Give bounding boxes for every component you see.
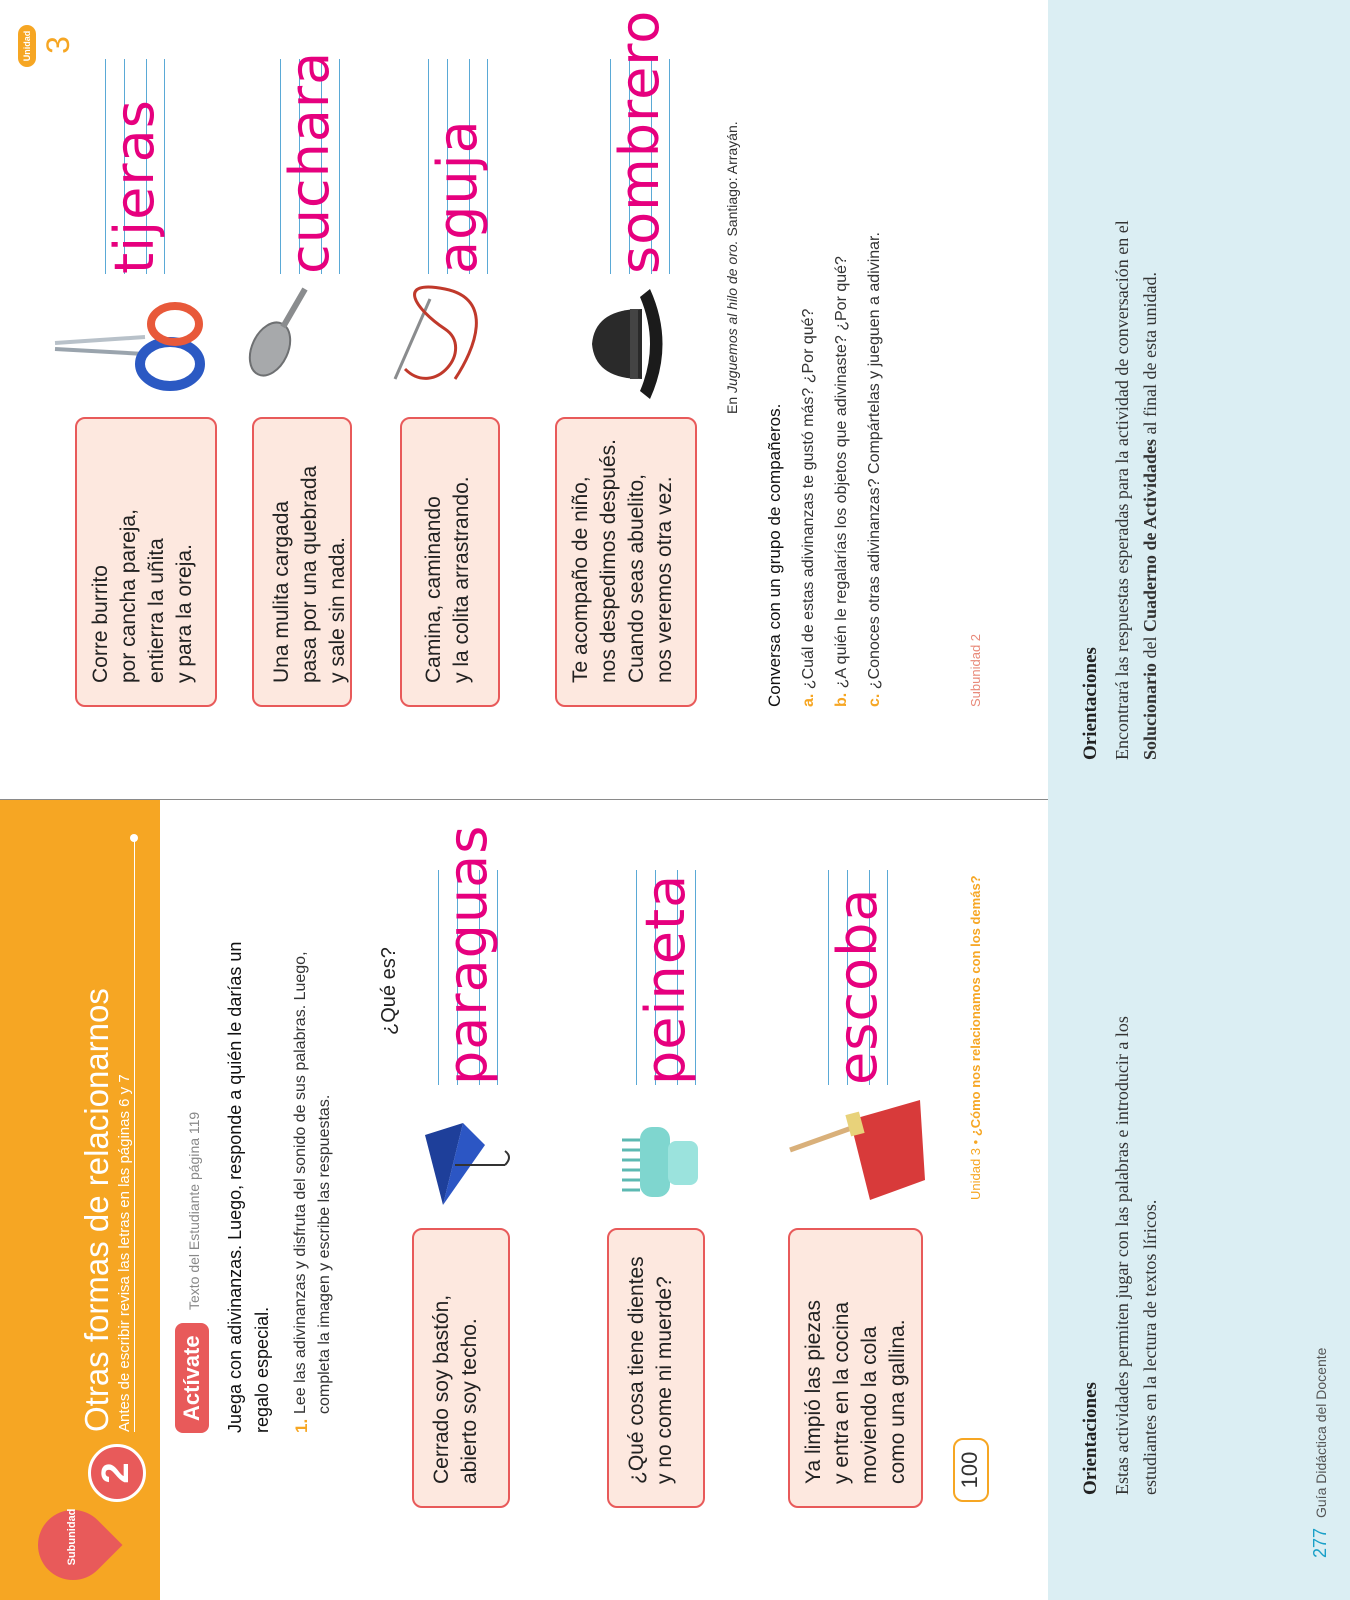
source-prefix: En <box>724 392 740 414</box>
source-citation <box>724 121 740 414</box>
source-title: Juguemos al hilo de oro. <box>724 240 740 393</box>
question-a-letter: a. <box>800 693 817 707</box>
answer-aguja: aguja <box>426 119 489 274</box>
answer-peineta: peineta <box>634 873 697 1085</box>
page-number-100: 100 <box>953 1438 989 1502</box>
question-c-letter: c. <box>866 693 883 707</box>
orient-left-line-1: Estas actividades permiten jugar con las palabras e introducir a los <box>1112 1016 1132 1495</box>
intro-line-1: Juega con adivinanzas. Luego, responde a quién le darías un <box>225 941 245 1433</box>
page-subtitle: Antes de escribir revisa las letras en las páginas 6 y 7 <box>116 1074 133 1432</box>
page-101 <box>0 0 1048 800</box>
question-c <box>866 232 884 707</box>
title-underline <box>134 837 135 1432</box>
footer-unit-name: Unidad 3 <box>968 1147 983 1200</box>
source-suffix: Santiago: Arrayán. <box>724 121 740 241</box>
question-b-text: ¿A quién le regalarías los objetos que adivinaste? ¿Por qué? <box>833 256 850 689</box>
instruction-line-1: Lee las adivinanzas y disfruta del sonido de sus palabras. Luego, <box>292 951 309 1414</box>
riddle-box-5 <box>252 417 352 707</box>
riddle-3-line-3: moviendo la cola <box>858 1326 881 1484</box>
riddle-5-line-1: Una mulita cargada <box>270 500 293 683</box>
footer-question: ¿Cómo nos relacionamos con los demás? <box>968 875 983 1137</box>
question-que-es: ¿Qué es? <box>378 947 400 1035</box>
question-b <box>833 256 851 707</box>
broom-icon <box>780 1080 930 1220</box>
riddle-4-line-2: por cancha pareja, <box>117 509 140 683</box>
riddle-7-line-4: nos veremos otra vez. <box>653 476 676 683</box>
riddle-5-line-2: pasa por una quebrada <box>298 465 321 683</box>
riddle-box-4 <box>75 417 217 707</box>
question-a-text: ¿Cuál de estas adivinanzas te gustó más? ¿Por qué? <box>800 308 817 690</box>
riddle-3-line-1: Ya limpió las piezas <box>802 1299 825 1484</box>
orient-right-end: al final de esta unidad. <box>1140 272 1160 439</box>
question-b-letter: b. <box>833 692 850 707</box>
orient-left-line-2: estudiantes en la lectura de textos líricos. <box>1140 1199 1160 1495</box>
riddle-4-line-3: entierra la uñita <box>145 538 168 683</box>
question-c-text: ¿Conoces otras adivinanzas? Compártelas y jueguen a adivinar. <box>866 232 883 690</box>
guide-label: Guía Didáctica del Docente <box>1313 1347 1329 1518</box>
riddle-5-line-3: y sale sin nada. <box>326 537 349 683</box>
riddle-7-line-3: Cuando seas abuelito, <box>625 474 648 683</box>
hat-icon <box>580 279 680 409</box>
activate-label: Actívate <box>175 1323 209 1433</box>
answer-escoba: escoba <box>826 887 889 1085</box>
footer-unit <box>968 875 983 1200</box>
riddle-box-1 <box>412 1228 510 1508</box>
page-100 <box>0 799 1048 1600</box>
question-a <box>800 309 818 707</box>
guide-page-number: 277 <box>1310 1527 1330 1558</box>
unit-number: 3 <box>40 36 76 54</box>
orient-right-del: del <box>1140 631 1160 663</box>
riddle-3-line-2: y entra en la cocina <box>830 1301 853 1484</box>
page-title: Otras formas de relacionarnos <box>78 988 115 1432</box>
intro-line-2: regalo especial. <box>252 1306 272 1433</box>
orient-right-line-1: Encontrará las respuestas esperadas para la actividad de conversación en el <box>1112 220 1132 760</box>
answer-cuchara: cuchara <box>278 50 341 274</box>
footer-subunit: Subunidad 2 <box>968 633 983 707</box>
riddle-6-line-2: y la colita arrastrando. <box>450 476 473 683</box>
riddle-4-line-1: Corre burrito <box>89 565 112 683</box>
riddle-3-line-4: como una gallina. <box>886 1319 909 1484</box>
subunit-tag-label: Subunidad <box>66 1508 78 1566</box>
riddle-6-line-1: Camina, caminando <box>422 496 445 683</box>
answer-sombrero: sombrero <box>608 9 671 274</box>
converse-intro: Conversa con un grupo de compañeros. <box>765 403 784 707</box>
comb-icon <box>610 1110 720 1215</box>
instruction-number: 1. <box>292 1418 311 1433</box>
riddle-box-3 <box>788 1228 923 1508</box>
cuaderno-bold: Cuaderno de Actividades <box>1140 438 1160 632</box>
riddle-box-6 <box>400 417 500 707</box>
answer-tijeras: tijeras <box>103 99 166 274</box>
riddle-7-line-2: nos despedimos después. <box>597 439 620 683</box>
riddle-2-line-1: ¿Qué cosa tiene dientes <box>625 1256 648 1484</box>
riddle-1-line-1: Cerrado soy bastón, <box>430 1294 453 1484</box>
orient-title-right: Orientaciones <box>1080 647 1101 760</box>
scissors-icon <box>50 279 210 409</box>
riddle-1-line-2: abierto soy techo. <box>458 1318 481 1484</box>
title-underline-dot <box>130 834 138 842</box>
answer-paraguas: paraguas <box>436 824 499 1085</box>
riddle-box-2 <box>607 1228 705 1508</box>
solucionario-bold: Solucionario <box>1140 662 1160 760</box>
needle-icon <box>375 269 485 409</box>
orient-body-left <box>1108 795 1164 1495</box>
orient-title-left: Orientaciones <box>1080 1382 1101 1495</box>
activate-reference: Texto del Estudiante página 119 <box>186 1111 202 1310</box>
spoon-icon <box>225 279 315 389</box>
subunit-number: 2 <box>95 1462 137 1484</box>
footer-separator: • <box>968 1136 983 1148</box>
orient-right-line-2 <box>1136 20 1164 760</box>
riddle-7-line-1: Te acompaño de niño, <box>569 476 592 683</box>
riddle-2-line-2: y no come ni muerde? <box>653 1276 676 1484</box>
orient-body-right <box>1108 20 1164 760</box>
umbrella-icon <box>405 1110 515 1215</box>
riddle-4-line-4: y para la oreja. <box>173 544 196 683</box>
instruction-line-2: completa la imagen y escribe las respuestas. <box>316 1094 333 1414</box>
riddle-box-7 <box>555 417 697 707</box>
unit-tag: Unidad <box>18 25 36 67</box>
